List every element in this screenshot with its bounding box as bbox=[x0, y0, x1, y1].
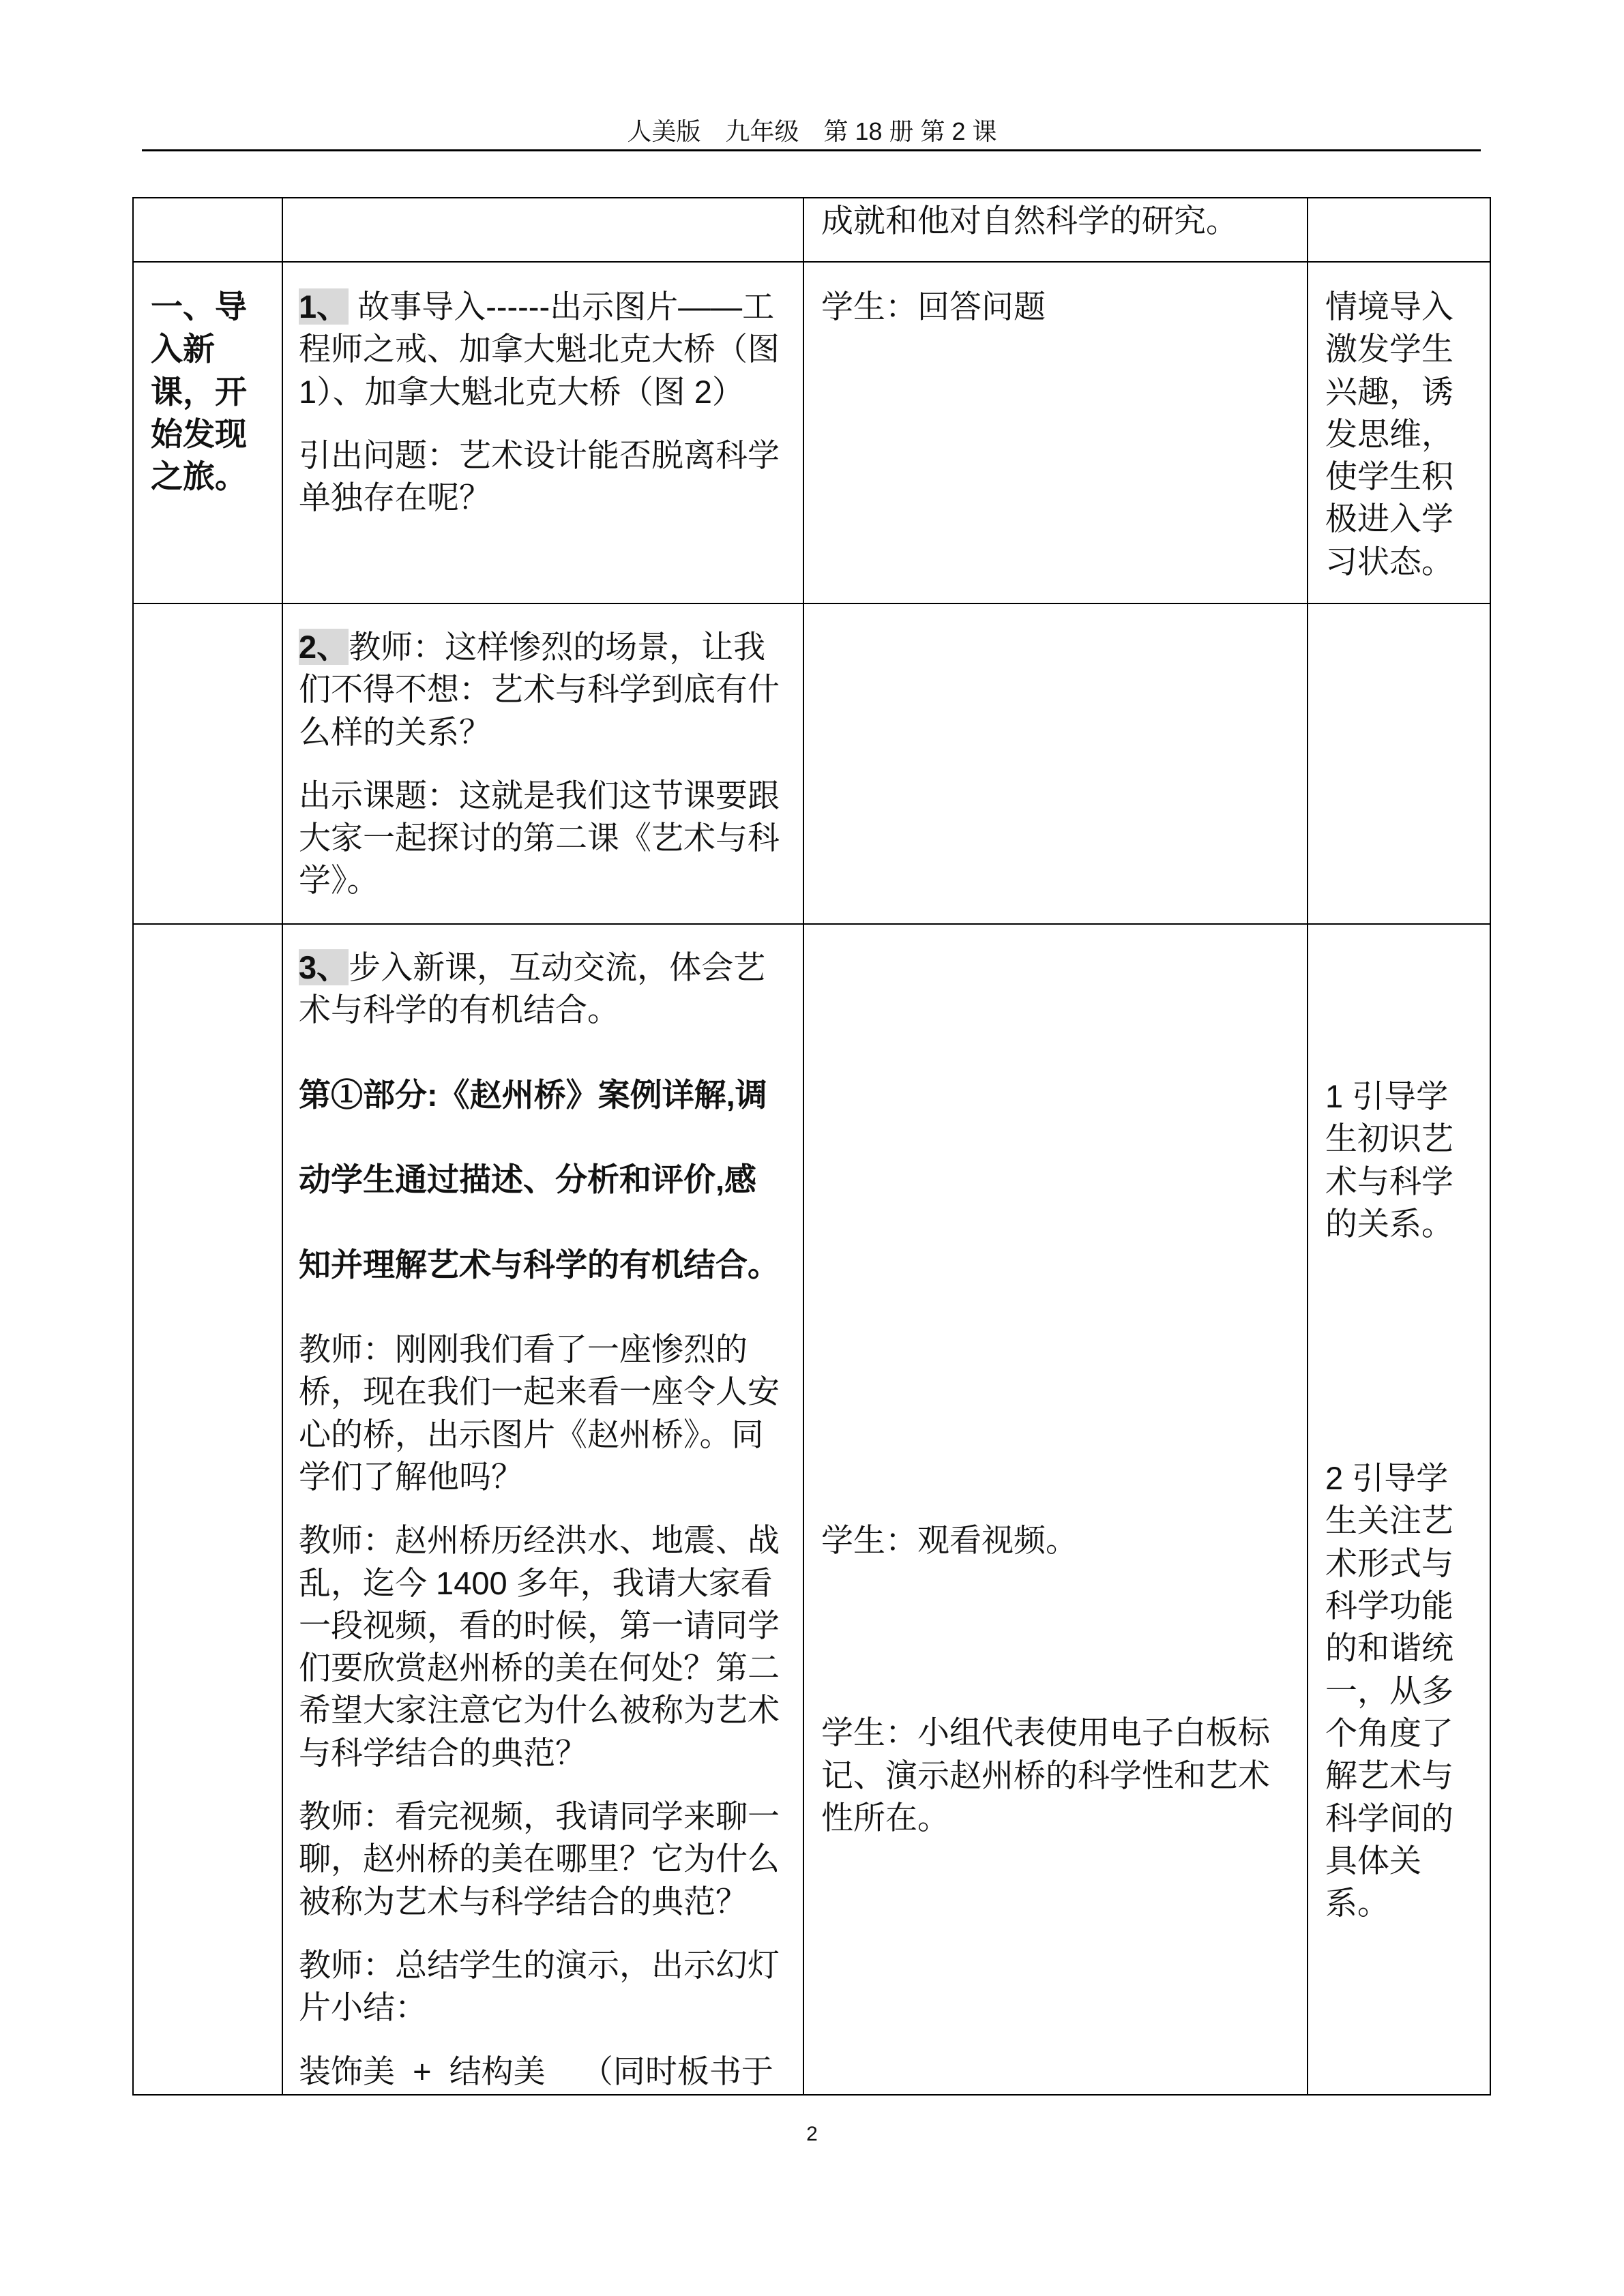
paragraph: 教师：看完视频，我请同学来聊一聊，赵州桥的美在哪里？它为什么被称为艺术与科学结合的典范？ bbox=[299, 1798, 780, 1920]
teacher-activity-cell bbox=[282, 261, 804, 604]
cell-content bbox=[821, 286, 1285, 328]
paragraph: 装饰美 + 结构美 （同时板书于 bbox=[299, 2053, 773, 2089]
paragraph: 引出问题：艺术设计能否脱离科学单独存在呢？ bbox=[299, 436, 780, 516]
teacher-activity-cell bbox=[282, 603, 804, 925]
teacher-activity-cell bbox=[282, 923, 804, 2096]
student-activity-cell bbox=[803, 923, 1308, 2096]
paragraph-text: 故事导入------出示图片——工程师之戒、加拿大魁北克大桥（图 1）、加拿大魁北克大桥（图 2） bbox=[299, 288, 780, 410]
student-activity-cell bbox=[803, 197, 1308, 263]
paragraph: 学生：小组代表使用电子白板标记、演示赵州桥的科学性和艺术性所在。 bbox=[821, 1714, 1270, 1836]
design-intent-cell bbox=[1307, 197, 1491, 263]
cell-content bbox=[1325, 286, 1470, 583]
paragraph: 教师：赵州桥历经洪水、地震、战乱，迄今 1400 多年，我请大家看一段视频，看的时候，第一请同学们要欣赏赵州桥的美在何处？第二希望大家注意它为什么被称为艺术与科学结合的典范？ bbox=[299, 1522, 780, 1771]
student-activity-cell bbox=[803, 261, 1308, 604]
teacher-activity-cell bbox=[282, 197, 804, 263]
stage-cell bbox=[132, 923, 283, 2096]
paragraph bbox=[299, 286, 784, 413]
paragraph: 学生：回答问题 bbox=[821, 288, 1046, 325]
paragraph: 教师：刚刚我们看了一座惨烈的桥，现在我们一起来看一座令人安心的桥，出示图片《赵州桥》。同学们了解他吗？ bbox=[299, 1331, 780, 1495]
paragraph bbox=[299, 946, 784, 1032]
paragraph-text: 步入新课，互动交流，体会艺术与科学的有机结合。 bbox=[299, 949, 766, 1028]
cell-content bbox=[299, 626, 784, 902]
design-intent-cell bbox=[1307, 261, 1491, 604]
stage-cell bbox=[132, 261, 283, 604]
cell-content bbox=[299, 286, 784, 519]
page-number: 2 bbox=[806, 2123, 818, 2145]
header-rule bbox=[142, 149, 1481, 151]
step-number-badge: 3、 bbox=[299, 949, 349, 985]
paragraph bbox=[299, 626, 784, 754]
paragraph: 2 引导学生关注艺术形式与科学功能的和谐统一，从多个角度了解艺术与科学间的具体关系。 bbox=[1325, 1460, 1453, 1922]
cell-content bbox=[299, 946, 784, 2093]
paragraph: 学生：观看视频。 bbox=[821, 1522, 1078, 1558]
step-number-badge: 2、 bbox=[299, 629, 349, 665]
paragraph-text: 教师：这样惨烈的场景，让我们不得不想：艺术与科学到底有什么样的关系？ bbox=[299, 629, 780, 750]
paragraph: 情境导入激发学生兴趣，诱发思维，使学生积极进入学习状态。 bbox=[1325, 288, 1453, 580]
design-intent-cell bbox=[1307, 603, 1491, 925]
stage-title: 一、导入新课，开始发现之旅。 bbox=[151, 288, 247, 495]
paragraph: 1 引导学生初识艺术与科学的关系。 bbox=[1325, 1078, 1453, 1242]
section-heading: 第①部分:《赵州桥》案例详解,调动学生通过描述、分析和评价,感知并理解艺术与科学的有机结合。 bbox=[299, 1076, 780, 1283]
page-header: 人美版 九年级 第 18 册 第 2 课 bbox=[627, 117, 997, 145]
cell-content bbox=[1325, 1075, 1470, 1924]
paragraph: 成就和他对自然科学的研究。 bbox=[821, 203, 1238, 239]
design-intent-cell bbox=[1307, 923, 1491, 2096]
cell-content bbox=[821, 1519, 1285, 1839]
student-activity-cell bbox=[803, 603, 1308, 925]
paragraph: 出示课题：这就是我们这节课要跟大家一起探讨的第二课《艺术与科学》。 bbox=[299, 777, 780, 899]
cell-content bbox=[821, 200, 1285, 242]
stage-cell bbox=[132, 197, 283, 263]
step-number-badge: 1、 bbox=[299, 288, 349, 325]
stage-cell bbox=[132, 603, 283, 925]
paragraph: 教师：总结学生的演示，出示幻灯片小结： bbox=[299, 1946, 780, 2026]
